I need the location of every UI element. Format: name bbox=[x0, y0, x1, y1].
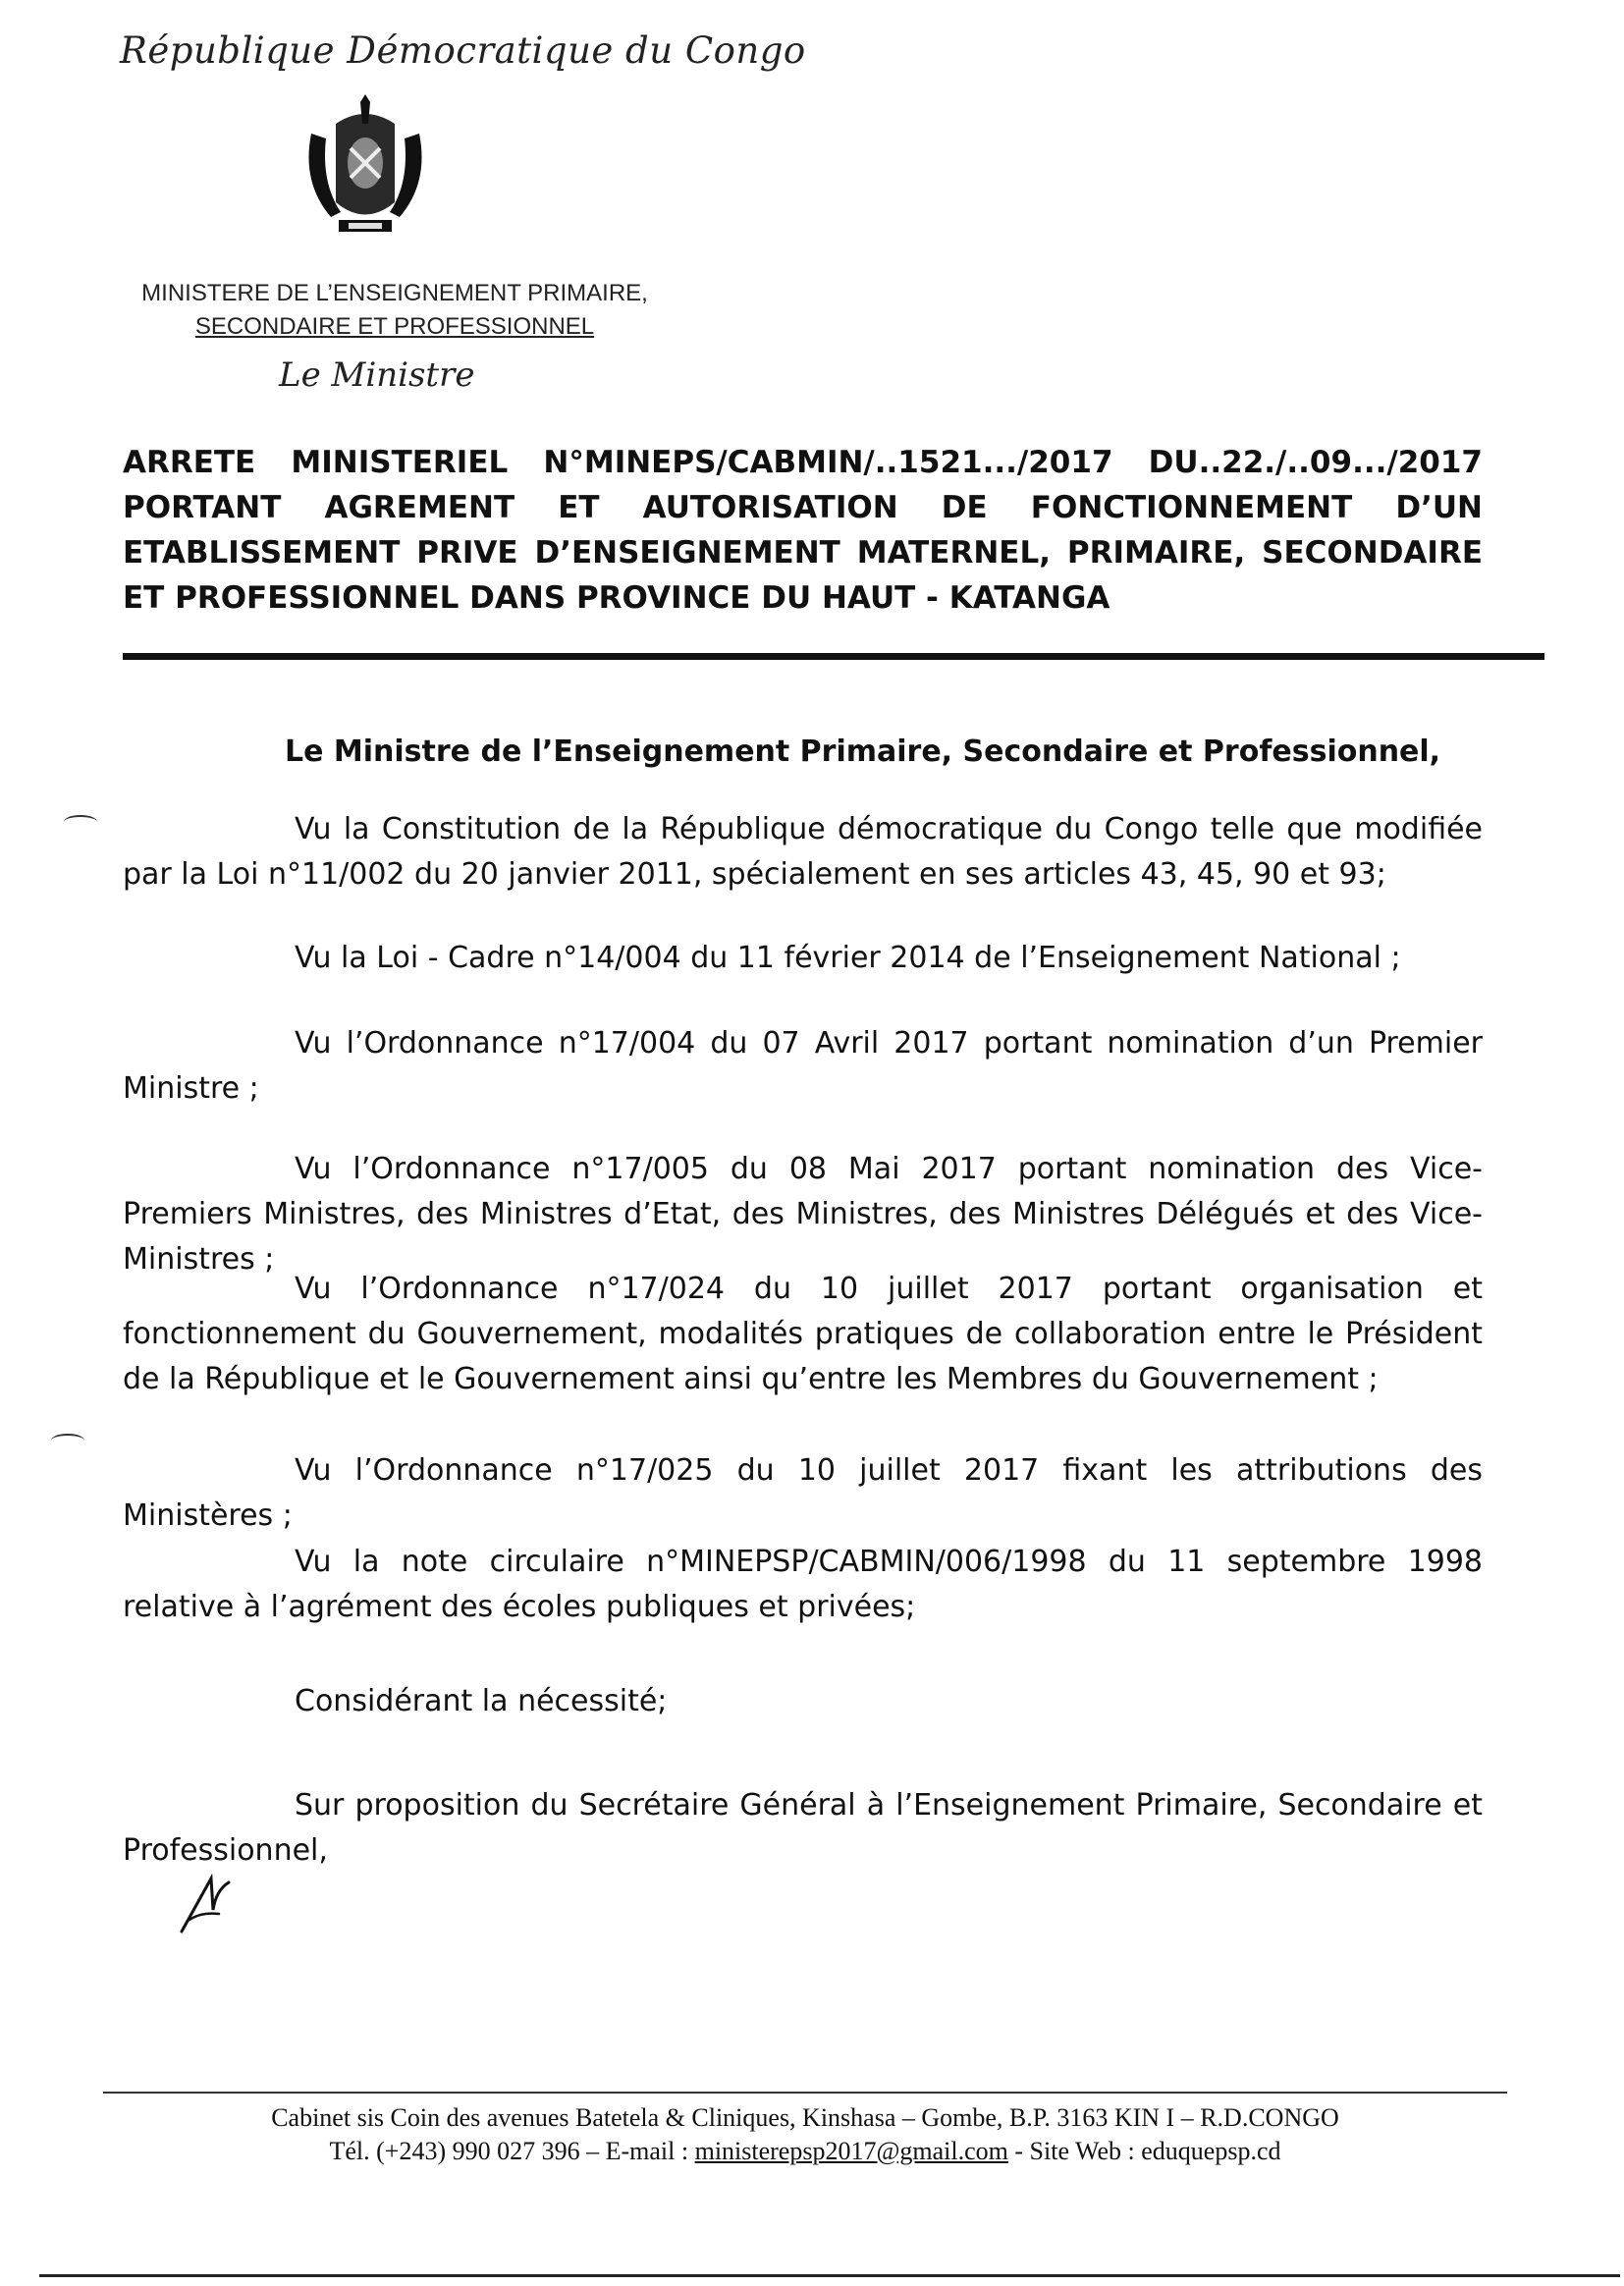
ministry-line-2: SECONDAIRE ET PROFESSIONNEL bbox=[194, 313, 595, 340]
paragraph-proposition: Sur proposition du Secrétaire Général à l’Enseignement Primaire, Secondaire et Professionnel, bbox=[123, 1788, 1483, 1868]
minister-title: Le Ministre de l’Enseignement Primaire, Secondaire et Professionnel, bbox=[285, 735, 1441, 769]
paragraph-ordonnance-005: Vu l’Ordonnance n°17/005 du 08 Mai 2017 portant nomination des Vice-Premiers Ministres, des Ministres d’Etat, des Ministres, des Ministres Délégués et des Vice-Ministres ; bbox=[123, 1152, 1483, 1277]
paragraph-loi-cadre: Vu la Loi - Cadre n°14/004 du 11 février 2014 de l’Enseignement National ; bbox=[295, 941, 1401, 975]
heading-line-3: ETABLISSEMENT PRIVE D’ENSEIGNEMENT MATERNEL, PRIMAIRE, SECONDAIRE bbox=[123, 535, 1483, 571]
paragraph-ordonnance-024: Vu l’Ordonnance n°17/024 du 10 juillet 2017 portant organisation et fonctionnement du Gouvernement, modalités pratiques de collaboration entre le Président de la République et le Gouvernement ainsi qu’entre les Membres du Gouvernement ; bbox=[123, 1272, 1483, 1396]
margin-mark bbox=[64, 815, 97, 829]
office-title: Le Ministre bbox=[279, 355, 475, 395]
paragraph-note-circulaire: Vu la note circulaire n°MINEPSP/CABMIN/006/1998 du 11 septembre 1998 relative à l’agrément des écoles publiques et privées; bbox=[123, 1545, 1483, 1624]
footer-phone: Tél. (+243) 990 027 396 – E-mail : bbox=[329, 2137, 695, 2165]
paragraph-ordonnance-025: Vu l’Ordonnance n°17/025 du 10 juillet 2017 fixant les attributions des Ministères ; bbox=[123, 1453, 1483, 1533]
heading-line-4: ET PROFESSIONNEL DANS PROVINCE DU HAUT - KATANGA bbox=[123, 580, 1110, 616]
footer-email-link[interactable]: ministerepsp2017@gmail.com bbox=[694, 2137, 1008, 2165]
paragraph-constitution: Vu la Constitution de la République démocratique du Congo telle que modifiée par la Loi n°11/002 du 20 janvier 2011, spécialement en ses articles 43, 45, 90 et 93; bbox=[123, 812, 1483, 892]
republic-name: République Démocratique du Congo bbox=[120, 29, 806, 72]
heading-divider bbox=[123, 653, 1544, 660]
paragraph-ordonnance-004: Vu l’Ordonnance n°17/004 du 07 Avril 2017 portant nomination d’un Premier Ministre ; bbox=[123, 1026, 1483, 1106]
margin-mark bbox=[51, 1434, 84, 1447]
footer-contact bbox=[103, 2135, 1507, 2168]
heading-line-2: PORTANT AGREMENT ET AUTORISATION DE FONCTIONNEMENT D’UN bbox=[123, 490, 1483, 525]
coat-of-arms-emblem bbox=[292, 94, 439, 251]
footer-address: Cabinet sis Coin des avenues Batetela & Cliniques, Kinshasa – Gombe, B.P. 3163 KIN I – R.D.CONGO bbox=[271, 2103, 1339, 2132]
ministry-name bbox=[120, 277, 670, 344]
decree-heading bbox=[123, 440, 1483, 621]
ministry-line-1: MINISTERE DE L’ENSEIGNEMENT PRIMAIRE, bbox=[141, 280, 648, 306]
handwritten-initials bbox=[172, 1871, 250, 1939]
footer-divider bbox=[103, 2092, 1507, 2094]
heading-line-1: ARRETE MINISTERIEL N°MINEPS/CABMIN/..1521.../2017 DU..22./..09.../2017 bbox=[123, 445, 1483, 480]
footer-website: - Site Web : eduquepsp.cd bbox=[1007, 2137, 1281, 2165]
bottom-scan-line bbox=[39, 2274, 1620, 2277]
paragraph-considerant: Considérant la nécessité; bbox=[295, 1684, 668, 1718]
